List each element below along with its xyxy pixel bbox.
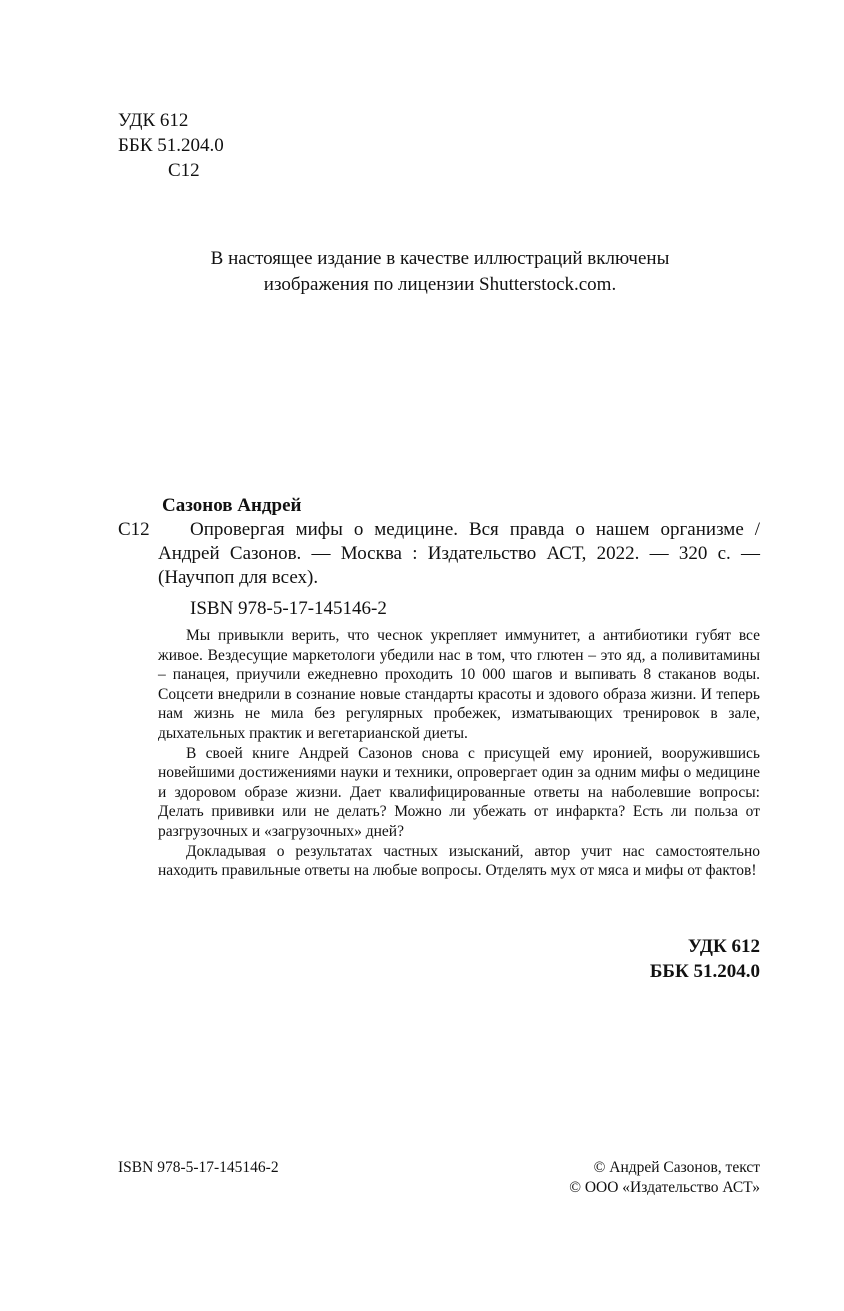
author-mark-code: С12 bbox=[168, 160, 200, 181]
notice-line-1: В настоящее издание в качестве иллюстраций включены bbox=[210, 248, 670, 269]
bibliographic-description bbox=[158, 518, 760, 590]
copyright-author: © Андрей Сазонов, текст bbox=[593, 1159, 760, 1176]
bbk-code: ББК 51.204.0 bbox=[118, 135, 224, 156]
annotation-paragraph-2: В своей книге Андрей Сазонов снова с присущей ему иронией, вооружившись новейшими достижениями науки и техники, опровергает один за одним мифы о медицине и здоровом образе жизни. Дает квалифицированные ответы на наболевшие вопросы: Делать прививки или не делать? Можно ли убежать от инфаркта? Есть ли польза от разгрузочных и «загрузочных» дней? bbox=[158, 744, 760, 840]
copyright-block bbox=[540, 1158, 760, 1198]
footer-isbn: ISBN 978-5-17-145146-2 bbox=[118, 1159, 279, 1176]
bibliographic-text: Опровергая мифы о медицине. Вся правда о нашем организме / Андрей Сазонов. — Москва : Издательство АСТ, 2022. — 320 с. — (Научпоп для всех). bbox=[158, 519, 760, 588]
udk-code-bold: УДК 612 bbox=[687, 936, 760, 957]
bbk-code-bold: ББК 51.204.0 bbox=[649, 961, 760, 982]
annotation-paragraph-1: Мы привыкли верить, что чеснок укрепляет иммунитет, а антибиотики губят все живое. Вездесущие маркетологи убедили нас в том, что глютен – это яд, а поливитамины – панацея, приучили ежедневно проходить 10 000 шагов и выпивать 8 стаканов воды. Соцсети внедрили в сознание новые стандарты красоты и здового образа жизни. И теперь нам жизнь не мила без регулярных пробежек, изматывающих тренировок в зале, дыхательных практик и вегетарианской диеты. bbox=[158, 627, 760, 742]
book-annotation bbox=[158, 626, 760, 881]
bottom-classification-codes bbox=[602, 934, 760, 984]
illustration-license-notice bbox=[150, 246, 730, 298]
notice-line-2: изображения по лицензии Shutterstock.com. bbox=[263, 274, 617, 295]
record-isbn: ISBN 978-5-17-145146-2 bbox=[190, 598, 387, 619]
top-classification-codes bbox=[118, 108, 224, 183]
record-author: Сазонов Андрей bbox=[162, 495, 302, 516]
record-code: С12 bbox=[118, 519, 150, 540]
copyright-publisher: © ООО «Издательство АСТ» bbox=[569, 1179, 760, 1196]
annotation-paragraph-3: Докладывая о результатах частных изысканий, автор учит нас самостоятельно находить правильные ответы на любые вопросы. Отделять мух от мяса и мифы от фактов! bbox=[158, 842, 760, 880]
udk-code: УДК 612 bbox=[118, 110, 189, 131]
